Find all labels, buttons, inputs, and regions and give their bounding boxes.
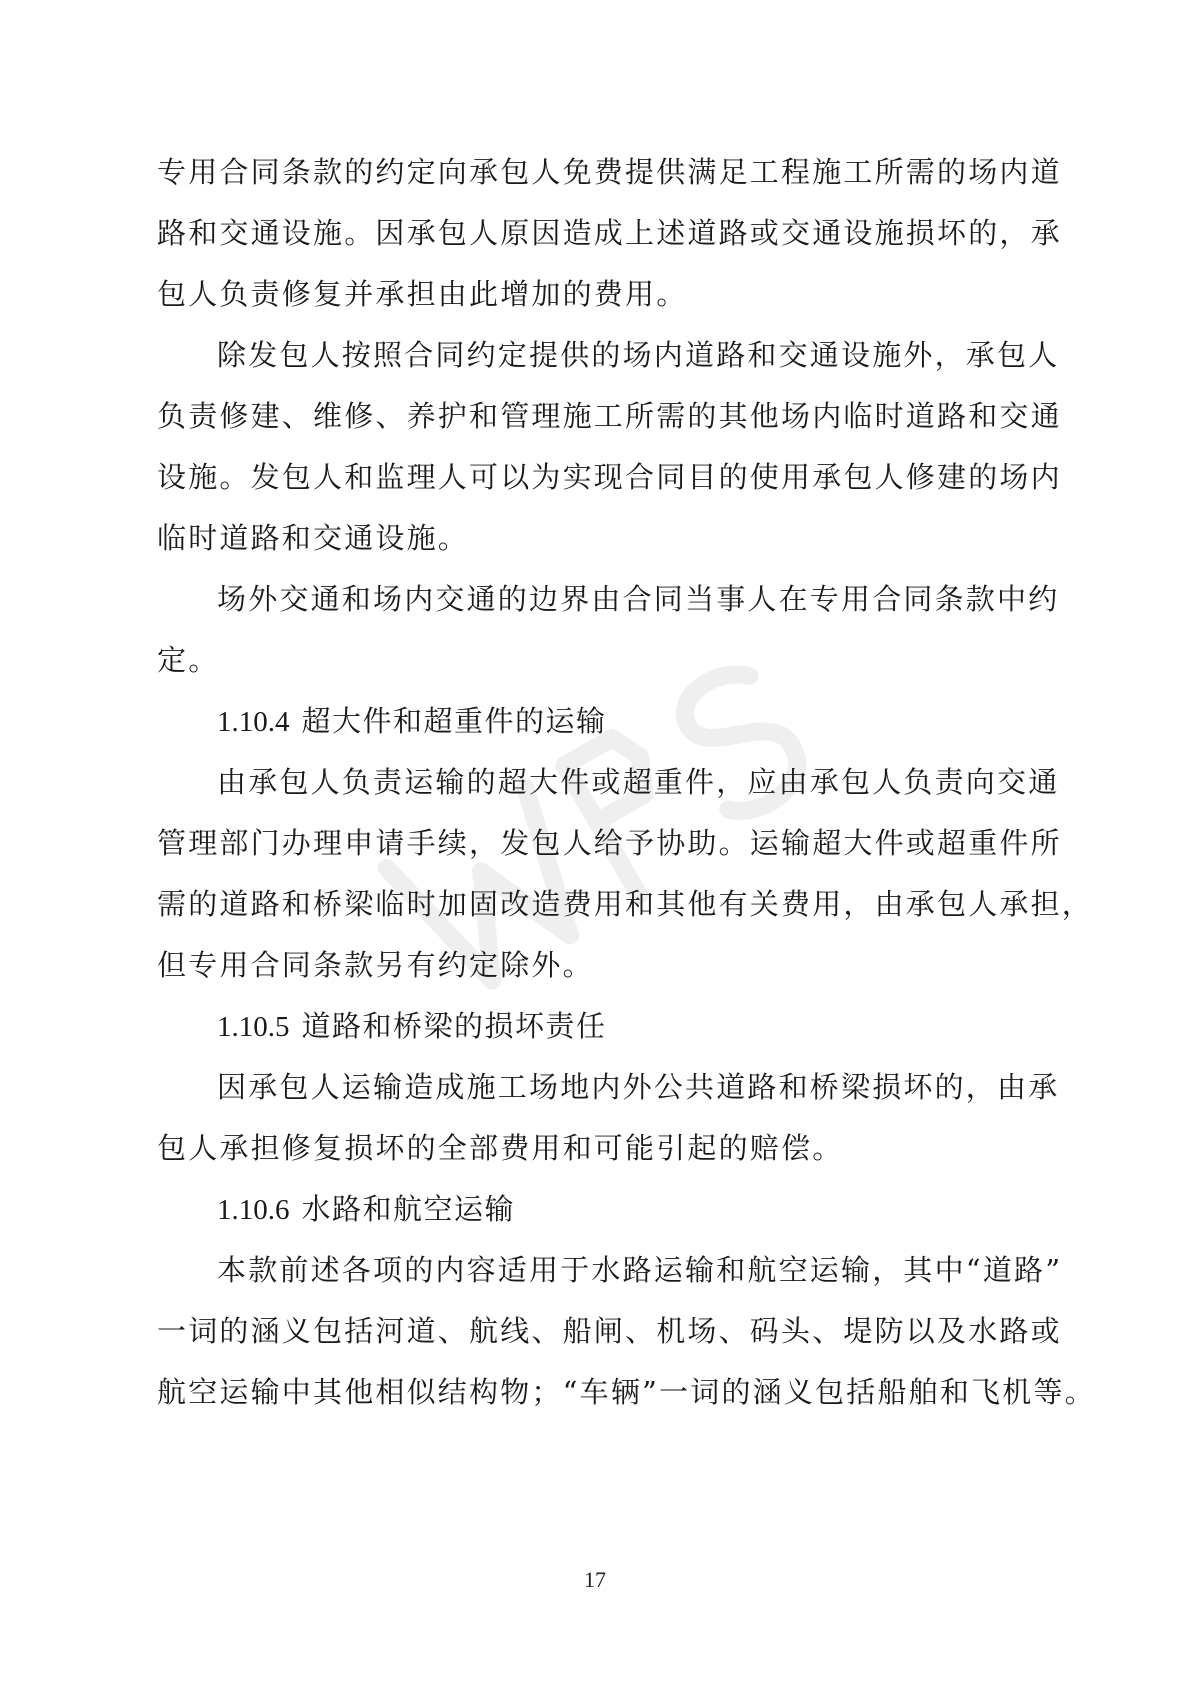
text-line: 需的道路和桥梁临时加固改造费用和其他有关费用，由承包人承担， (157, 887, 1094, 921)
section-title: 道路和桥梁的损坏责任 (301, 1009, 607, 1043)
text-line: 本款前述各项的内容适用于水路运输和航空运输，其中“道路” (217, 1253, 1063, 1287)
text-line: 专用合同条款的约定向承包人免费提供满足工程施工所需的场内道 (157, 155, 1062, 189)
section-heading (157, 691, 1027, 752)
text-line: 因承包人运输造成施工场地内外公共道路和桥梁损坏的，由承 (217, 1070, 1060, 1104)
text-line: 由承包人负责运输的超大件或超重件，应由承包人负责向交通 (217, 765, 1060, 799)
section-title: 水路和航空运输 (301, 1192, 516, 1226)
paragraph-road-provision (157, 142, 1062, 325)
text-line: 定。 (157, 643, 220, 677)
text-line: 但专用合同条款另有约定除外。 (157, 948, 594, 982)
section-oversize-transport (157, 691, 1094, 996)
section-title: 超大件和超重件的运输 (301, 704, 607, 738)
text-line: 除发包人按照合同约定提供的场内道路和交通设施外，承包人 (217, 338, 1060, 372)
text-line: 航空运输中其他相似结构物；“车辆”一词的涵义包括船舶和飞机等。 (157, 1375, 1096, 1409)
paragraph-temporary-roads (157, 325, 1062, 569)
text-line: 临时道路和交通设施。 (157, 521, 470, 555)
section-damage-liability (157, 996, 1060, 1179)
section-number: 1.10.5 (217, 1011, 290, 1043)
section-heading (157, 996, 1027, 1057)
section-heading (157, 1179, 1027, 1240)
text-line: 管理部门办理申请手续，发包人给予协助。运输超大件或超重件所 (157, 826, 1062, 860)
paragraph-traffic-boundary (157, 569, 1060, 691)
text-line: 负责修建、维修、养护和管理施工所需的其他场内临时道路和交通 (157, 399, 1062, 433)
section-number: 1.10.6 (217, 1194, 290, 1226)
text-line: 一词的涵义包括河道、航线、船闸、机场、码头、堤防以及水路或 (157, 1314, 1062, 1348)
text-line: 包人承担修复损坏的全部费用和可能引起的赔偿。 (157, 1131, 844, 1165)
document-body (157, 142, 1096, 1423)
text-line: 设施。发包人和监理人可以为实现合同目的使用承包人修建的场内 (157, 460, 1062, 494)
page-number: 17 (584, 1567, 606, 1592)
section-water-air-transport (157, 1179, 1096, 1423)
text-line: 场外交通和场内交通的边界由合同当事人在专用合同条款中约 (217, 582, 1060, 616)
text-line: 包人负责修复并承担由此增加的费用。 (157, 277, 688, 311)
section-number: 1.10.4 (217, 706, 290, 738)
text-line: 路和交通设施。因承包人原因造成上述道路或交通设施损坏的，承 (157, 216, 1062, 250)
